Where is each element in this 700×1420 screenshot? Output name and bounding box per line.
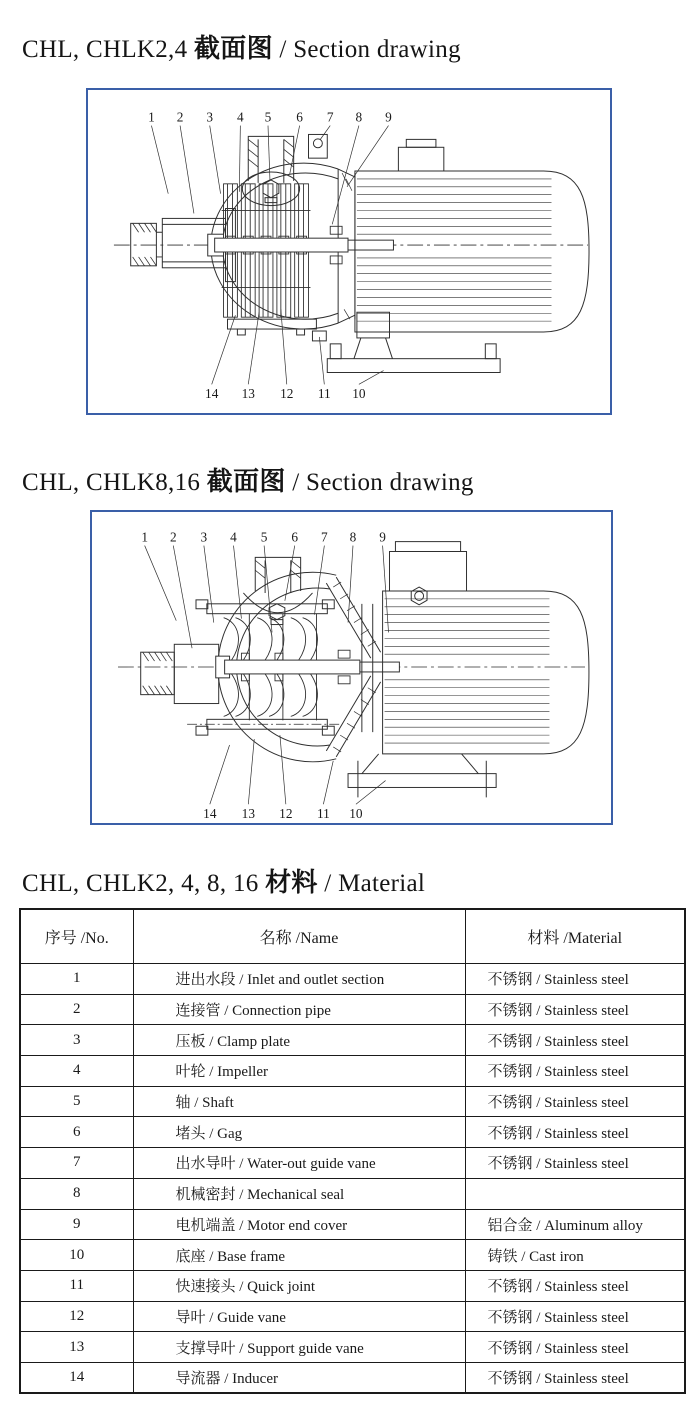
cell-name: 叶轮 / Impeller	[133, 1056, 465, 1087]
cell-name: 导叶 / Guide vane	[133, 1301, 465, 1332]
table-row	[20, 1209, 685, 1240]
section2-title	[22, 461, 474, 498]
header-material: 材料 /Material	[465, 909, 685, 964]
section-drawing-2-frame	[90, 510, 613, 825]
callout-label: 10	[352, 386, 366, 402]
material-title-cn: 材料	[265, 868, 318, 898]
cell-name: 出水导叶 / Water-out guide vane	[133, 1148, 465, 1179]
table-row	[20, 964, 685, 995]
terminal-box	[390, 551, 467, 590]
callout-label: 8	[349, 529, 357, 545]
table-row	[20, 1178, 685, 1209]
connection-pipe	[174, 644, 218, 703]
cell-no: 6	[20, 1117, 133, 1148]
section-drawing-1-frame	[86, 88, 612, 415]
callout-label: 4	[237, 109, 244, 125]
shaft	[216, 656, 400, 678]
callout-label: 3	[200, 529, 208, 545]
section2-title-en: / Section drawing	[285, 469, 474, 496]
table-row	[20, 1301, 685, 1332]
cell-no: 12	[20, 1301, 133, 1332]
callout-numbers-top	[141, 530, 386, 545]
callout-leaders	[151, 126, 388, 385]
callout-label: 1	[148, 109, 155, 125]
header-name: 名称 /Name	[133, 909, 465, 964]
cell-no: 13	[20, 1332, 133, 1363]
cell-no: 2	[20, 994, 133, 1025]
callout-numbers-bottom	[203, 806, 363, 821]
cell-name: 连接管 / Connection pipe	[133, 994, 465, 1025]
material-title	[22, 862, 425, 899]
cell-material: 铸铁 / Cast iron	[465, 1240, 685, 1271]
material-title-en: / Material	[317, 870, 426, 897]
cell-material: 不锈钢 / Stainless steel	[465, 1270, 685, 1301]
table-row	[20, 1056, 685, 1087]
callout-label: 4	[230, 529, 237, 545]
pump-section-drawing-1	[88, 90, 610, 413]
callout-numbers-top	[148, 110, 392, 125]
cell-material: 不锈钢 / Stainless steel	[465, 964, 685, 995]
cell-material: 不锈钢 / Stainless steel	[465, 1332, 685, 1363]
cell-no: 7	[20, 1148, 133, 1179]
cell-material: 不锈钢 / Stainless steel	[465, 994, 685, 1025]
section2-title-model: CHL, CHLK8,16	[22, 469, 207, 496]
table-header-row	[20, 909, 685, 964]
pump-section-drawing-2	[92, 512, 611, 823]
callout-label: 12	[280, 386, 294, 402]
cell-no: 1	[20, 964, 133, 995]
cell-name: 堵头 / Gag	[133, 1117, 465, 1148]
callout-label: 13	[241, 386, 255, 402]
cell-no: 5	[20, 1086, 133, 1117]
terminal-box	[398, 147, 443, 171]
header-no: 序号 /No.	[20, 909, 133, 964]
bottom-flange	[228, 319, 317, 335]
callout-label: 3	[206, 109, 214, 125]
cell-no: 14	[20, 1362, 133, 1393]
cell-name: 导流器 / Inducer	[133, 1362, 465, 1393]
callout-label: 9	[385, 109, 392, 125]
callout-label: 14	[203, 806, 217, 822]
cell-no: 10	[20, 1240, 133, 1271]
cell-material	[465, 1178, 685, 1209]
callout-label: 10	[349, 806, 363, 822]
table-row	[20, 1270, 685, 1301]
table-row	[20, 1148, 685, 1179]
callout-label: 1	[141, 529, 148, 545]
cell-name: 支撑导叶 / Support guide vane	[133, 1332, 465, 1363]
cell-no: 3	[20, 1025, 133, 1056]
table-row	[20, 1332, 685, 1363]
cell-material: 不锈钢 / Stainless steel	[465, 1117, 685, 1148]
callout-label: 2	[169, 529, 177, 545]
cell-name: 电机端盖 / Motor end cover	[133, 1209, 465, 1240]
cell-no: 8	[20, 1178, 133, 1209]
cell-material: 不锈钢 / Stainless steel	[465, 1301, 685, 1332]
cell-material: 不锈钢 / Stainless steel	[465, 1148, 685, 1179]
callout-label: 5	[260, 529, 268, 545]
cell-material: 不锈钢 / Stainless steel	[465, 1362, 685, 1393]
cell-name: 压板 / Clamp plate	[133, 1025, 465, 1056]
material-title-model: CHL, CHLK2, 4, 8, 16	[22, 870, 266, 897]
table-row	[20, 1362, 685, 1393]
callout-label: 13	[241, 806, 255, 822]
section1-title-en: / Section drawing	[272, 36, 461, 63]
cell-name: 进出水段 / Inlet and outlet section	[133, 964, 465, 995]
cell-name: 轴 / Shaft	[133, 1086, 465, 1117]
cell-name: 机械密封 / Mechanical seal	[133, 1178, 465, 1209]
cell-name: 底座 / Base frame	[133, 1240, 465, 1271]
section1-title-cn: 截面图	[193, 34, 273, 64]
motor	[383, 542, 589, 754]
cell-name: 快速接头 / Quick joint	[133, 1270, 465, 1301]
callout-label: 6	[291, 529, 299, 545]
callout-label: 7	[326, 109, 334, 125]
motor	[355, 139, 589, 332]
callout-numbers-bottom	[205, 386, 366, 401]
cell-no: 11	[20, 1270, 133, 1301]
suction-pipe	[131, 223, 163, 265]
table-row	[20, 1117, 685, 1148]
callout-label: 2	[176, 109, 184, 125]
callout-label: 7	[321, 529, 328, 545]
suction-pipe	[141, 652, 175, 694]
callout-label: 11	[317, 386, 331, 402]
material-table	[19, 908, 686, 1394]
table-row	[20, 1240, 685, 1271]
cell-material: 不锈钢 / Stainless steel	[465, 1086, 685, 1117]
callout-label: 8	[355, 109, 363, 125]
table-row	[20, 1025, 685, 1056]
table-row	[20, 994, 685, 1025]
callout-label: 5	[264, 109, 272, 125]
base-frame	[348, 754, 496, 797]
cell-material: 不锈钢 / Stainless steel	[465, 1025, 685, 1056]
section1-title	[22, 28, 461, 65]
cell-material: 不锈钢 / Stainless steel	[465, 1056, 685, 1087]
callout-label: 11	[316, 806, 330, 822]
section2-title-cn: 截面图	[206, 467, 286, 497]
cell-no: 9	[20, 1209, 133, 1240]
cell-material: 铝合金 / Aluminum alloy	[465, 1209, 685, 1240]
table-row	[20, 1086, 685, 1117]
cell-no: 4	[20, 1056, 133, 1087]
callout-label: 9	[379, 529, 386, 545]
callout-label: 6	[296, 109, 303, 125]
callout-label: 12	[279, 806, 293, 822]
callout-label: 14	[205, 386, 219, 402]
section1-title-model: CHL, CHLK2,4	[22, 36, 194, 63]
clamp-lug	[309, 134, 328, 158]
